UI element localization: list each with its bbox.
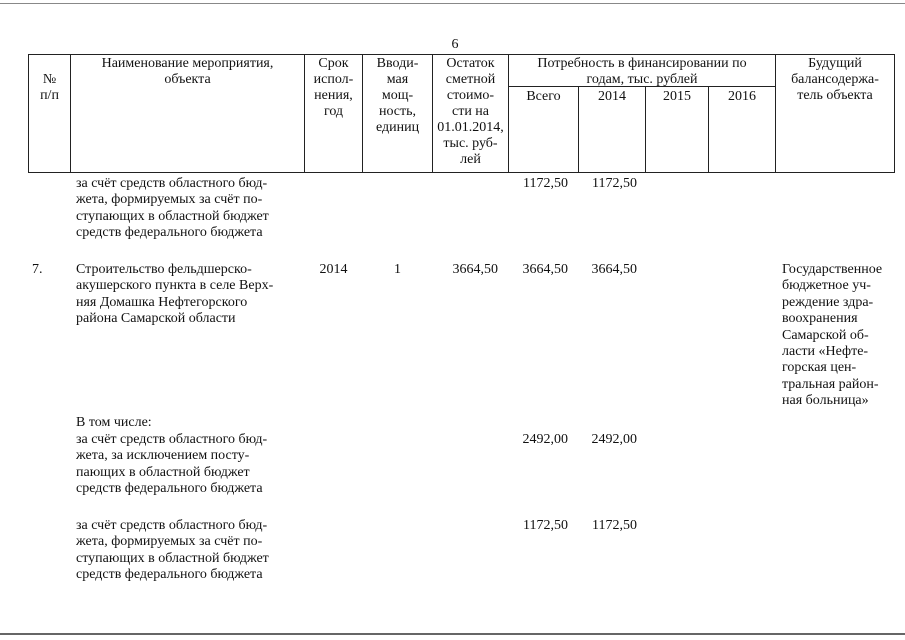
including-label: В том числе: [76,415,152,430]
header-bottom-border [28,172,895,173]
header-funding-col: Потребность в финансировании по годам, тыс. рублей [537,56,747,87]
including-row-total: 2492,00 [522,432,568,447]
including-row-name: за счёт средств областного бюд- жета, за исключением посту- пающих в областной бюджет средств федерального бюджета [76,432,268,497]
item-remainder: 3664,50 [452,262,498,277]
header-number-col: № п/п [40,72,59,103]
bottom-scan-edge [0,633,905,635]
carry-row-2014: 1172,50 [592,176,637,191]
item-2014: 3664,50 [591,262,637,277]
carry-row-total: 1172,50 [523,176,568,191]
item-total: 3664,50 [522,262,568,277]
header-2014-col: 2014 [598,89,626,104]
header-name-col: Наименование мероприятия, объекта [101,56,274,87]
item-term: 2014 [319,262,348,277]
header-term-col: Срок испол- нения, год [313,56,354,119]
item-name: Строительство фельдшерско- акушерского пункта в селе Верх- няя Домашка Нефтегорского района Самарской области [76,262,274,327]
header-capacity-col: Вводи- мая мощ- ность, единиц [375,56,420,135]
header-2015-col: 2015 [663,89,691,104]
federal-row-2014: 1172,50 [592,518,637,533]
item-number: 7. [32,262,43,277]
item-capacity: 1 [394,262,401,277]
header-total-col: Всего [526,89,561,104]
header-top-border [28,54,895,55]
header-remainder-col: Остаток сметной стоимо- сти на 01.01.2014, тыс. руб- лей [437,56,504,167]
federal-row-total: 1172,50 [523,518,568,533]
top-scan-edge [0,3,905,4]
header-owner-col: Будущий балансодержа- тель объекта [791,56,879,103]
including-row-2014: 2492,00 [591,432,637,447]
header-vline [894,54,895,172]
federal-row-name: за счёт средств областного бюд- жета, формируемых за счёт по- ступающих в областной бюджет средств федерального бюджета [76,518,269,583]
item-owner: Государственное бюджетное уч- реждение здра- воохранения Самарской об- ласти «Нефте- горская цен- тральная район- ная больница» [782,262,883,409]
page-number: 6 [451,37,459,52]
header-2016-col: 2016 [728,89,756,104]
carry-row-name: за счёт средств областного бюд- жета, формируемых за счёт по- ступающих в областной бюджет средств федерального бюджета [76,176,269,241]
